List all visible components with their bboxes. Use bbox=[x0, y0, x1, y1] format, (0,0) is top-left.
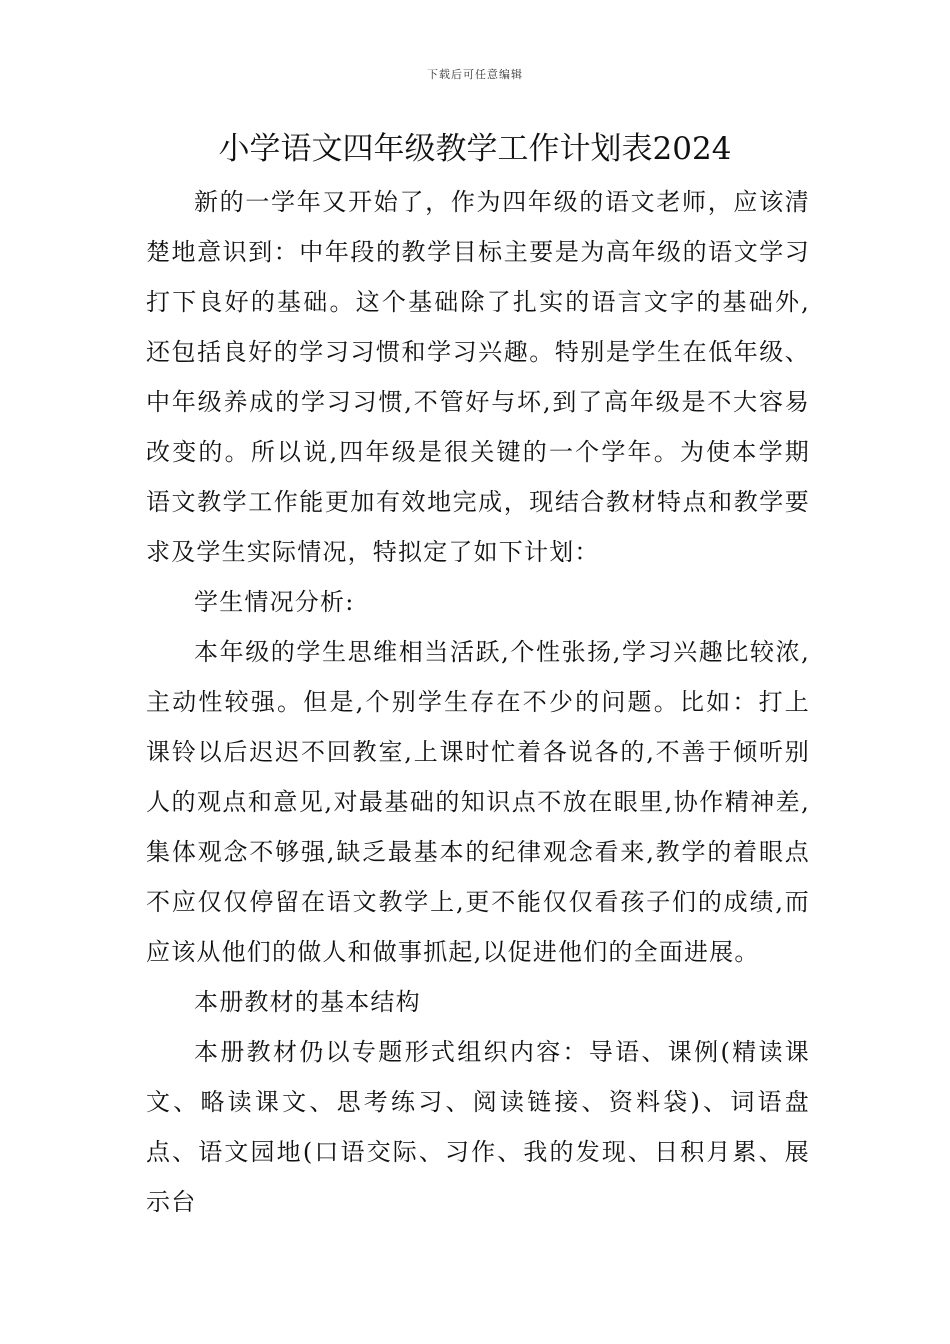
section-heading-student-analysis: 学生情况分析: bbox=[194, 588, 355, 616]
intro-paragraph: 新的一学年又开始了，作为四年级的语文老师，应该清楚地意识到：中年段的教学目标主要是为高年级的语文学习打下良好的基础。这个基础除了扎实的语言文字的基础外,还包括良好的学习习惯和学习兴趣。特别是学生在低年级、中年级养成的学习习惯,不管好与坏,到了高年级是不大容易改变的。所以说,四年级是很关键的一个学年。为使本学期语文教学工作能更加有效地完成，现结合教材特点和教学要求及学生实际情况，特拟定了如下计划： bbox=[146, 188, 810, 566]
textbook-structure-paragraph: 本册教材仍以专题形式组织内容：导语、课例(精读课文、略读课文、思考练习、阅读链接、资料袋)、词语盘点、语文园地(口语交际、习作、我的发现、日积月累、展示台 bbox=[146, 1038, 810, 1216]
document-title: 小学语文四年级教学工作计划表2024 bbox=[218, 131, 732, 167]
student-analysis-paragraph: 本年级的学生思维相当活跃,个性张扬,学习兴趣比较浓,主动性较强。但是,个别学生存在不少的问题。比如：打上课铃以后迟迟不回教室,上课时忙着各说各的,不善于倾听别人的观点和意见,对最基础的知识点不放在眼里,协作精神差,集体观念不够强,缺乏最基本的纪律观念看来,教学的着眼点不应仅仅停留在语文教学上,更不能仅仅看孩子们的成绩,而应该从他们的做人和做事抓起,以促进他们的全面进展。 bbox=[146, 638, 810, 966]
section-heading-textbook-structure: 本册教材的基本结构 bbox=[194, 988, 421, 1016]
document-body bbox=[146, 177, 810, 1227]
header-note: 下载后可任意编辑 bbox=[427, 68, 523, 81]
